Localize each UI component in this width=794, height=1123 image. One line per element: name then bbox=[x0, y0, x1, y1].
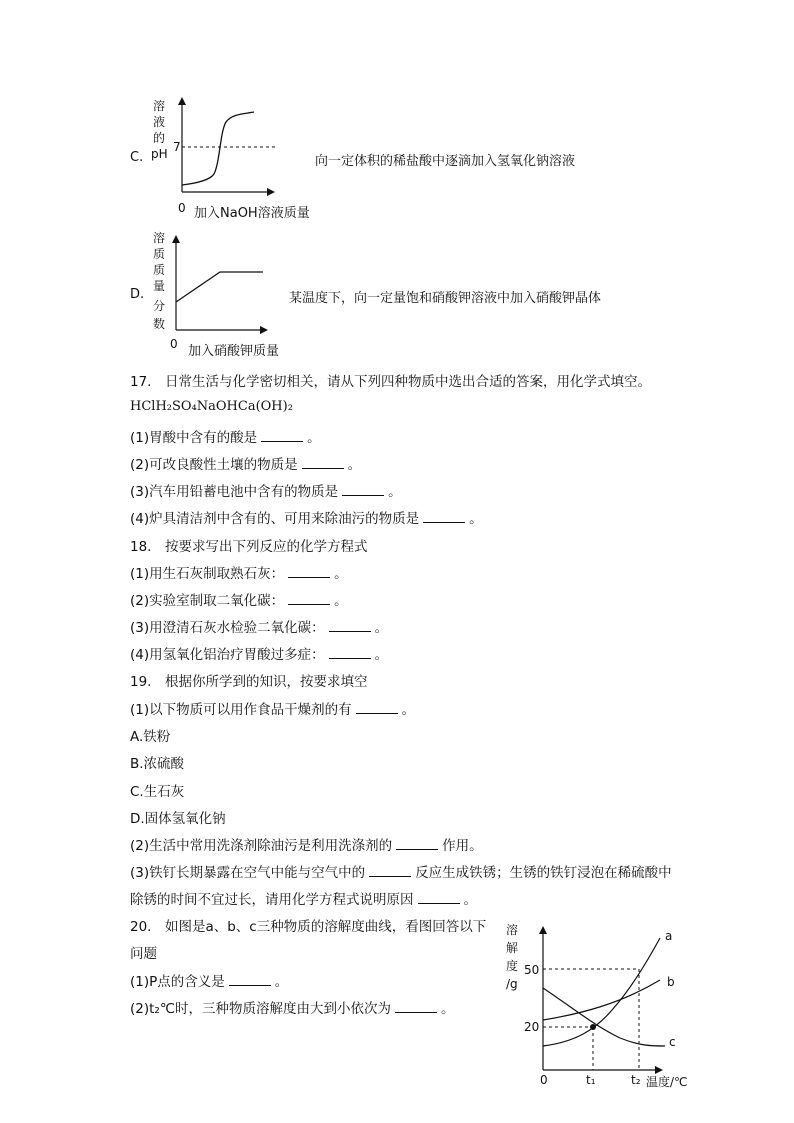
sol-xlabel: 温度/℃ bbox=[646, 1075, 688, 1089]
q17-stem: 17. 日常生活与化学密切相关，请从下列四种物质中选出合适的答案，用化学式填空。 bbox=[130, 374, 651, 390]
d-ylabel-1: 溶 bbox=[153, 231, 166, 245]
curve-a bbox=[543, 938, 660, 1046]
q18-item-3: (3)用澄清石灰水检验二氧化碳： 。 bbox=[130, 620, 389, 636]
q20-stem: 20. 如图是a、b、c三种物质的溶解度曲线，看图回答以下 bbox=[130, 919, 487, 935]
d-ylabel-5: 分 bbox=[153, 299, 166, 313]
answer-blank[interactable] bbox=[418, 892, 460, 904]
answer-blank[interactable] bbox=[342, 484, 384, 496]
q17-item-3: (3)汽车用铅蓄电池中含有的物质是 。 bbox=[130, 484, 402, 500]
answer-blank[interactable] bbox=[329, 647, 371, 659]
q19-option-a: A.铁粉 bbox=[130, 729, 171, 745]
sol-tick-50: 50 bbox=[524, 963, 540, 977]
sol-tick-20: 20 bbox=[524, 1020, 540, 1034]
q19-part-3: (3)铁钉长期暴露在空气中能与空气中的 反应生成铁锈；生锈的铁钉浸泡在稀硫酸中 bbox=[130, 865, 672, 881]
answer-blank[interactable] bbox=[356, 702, 398, 714]
answer-blank[interactable] bbox=[288, 593, 330, 605]
answer-blank[interactable] bbox=[261, 430, 303, 442]
c-tick-7: 7 bbox=[173, 140, 181, 154]
option-d-description: 某温度下，向一定量饱和硝酸钾溶液中加入硝酸钾晶体 bbox=[289, 291, 602, 306]
q19-part-3b: 除锈的时间不宜过长，请用化学方程式说明原因 。 bbox=[130, 892, 477, 908]
q20-part-2: (2)t₂℃时，三种物质溶解度由大到小依次为 。 bbox=[130, 1001, 455, 1017]
sol-ylabel-3: 度 bbox=[506, 959, 519, 973]
option-c-letter: C. bbox=[130, 150, 144, 165]
d-ylabel-6: 数 bbox=[153, 317, 166, 331]
answer-blank[interactable] bbox=[395, 1001, 437, 1013]
answer-blank[interactable] bbox=[329, 620, 371, 632]
q19-part-1: (1)以下物质可以用作食品干燥剂的有 。 bbox=[130, 702, 416, 718]
c-ylabel-1: 溶 bbox=[153, 99, 166, 113]
c-origin: 0 bbox=[178, 201, 186, 215]
c-ylabel-4: pH bbox=[151, 147, 168, 161]
sol-ylabel-4: /g bbox=[506, 977, 518, 991]
q20-stem-cont: 问题 bbox=[130, 946, 157, 962]
q19-option-b: B.浓硫酸 bbox=[130, 756, 185, 772]
option-d-letter: D. bbox=[130, 287, 145, 302]
q17-item-4: (4)炉具清洁剂中含有的、可用来除油污的物质是 。 bbox=[130, 511, 483, 527]
answer-blank[interactable] bbox=[229, 974, 271, 986]
d-origin: 0 bbox=[170, 337, 178, 351]
answer-blank[interactable] bbox=[396, 838, 438, 850]
solubility-graph bbox=[500, 918, 700, 1096]
q19-stem: 19. 根据你所学到的知识，按要求填空 bbox=[130, 674, 368, 690]
d-ylabel-3: 质 bbox=[153, 263, 166, 277]
curve-b-label: b bbox=[667, 975, 675, 989]
sol-t2: t₂ bbox=[631, 1073, 641, 1087]
curve-a-label: a bbox=[665, 929, 673, 943]
c-ylabel-2: 液 bbox=[153, 115, 166, 129]
option-c-xlabel: 加入NaOH溶液质量 bbox=[194, 206, 310, 221]
q17-item-1: (1)胃酸中含有的酸是 。 bbox=[130, 430, 321, 446]
q19-option-c: C.生石灰 bbox=[130, 784, 185, 800]
answer-blank[interactable] bbox=[302, 457, 344, 469]
curve-c-label: c bbox=[669, 1035, 676, 1049]
answer-blank[interactable] bbox=[423, 511, 465, 523]
q18-item-1: (1)用生石灰制取熟石灰： 。 bbox=[130, 566, 348, 582]
d-ylabel-2: 质 bbox=[153, 247, 166, 261]
q19-option-d: D.固体氢氧化钠 bbox=[130, 811, 226, 827]
point-p bbox=[590, 1024, 596, 1030]
answer-blank[interactable] bbox=[369, 865, 411, 877]
sol-ylabel-1: 溶 bbox=[506, 923, 519, 937]
q20-part-1: (1)P点的含义是 。 bbox=[130, 974, 289, 990]
option-d-graph bbox=[148, 228, 288, 358]
q17-item-2: (2)可改良酸性土壤的物质是 。 bbox=[130, 457, 362, 473]
option-d-xlabel: 加入硝酸钾质量 bbox=[188, 344, 280, 359]
option-c-description: 向一定体积的稀盐酸中逐滴加入氢氧化钠溶液 bbox=[315, 154, 576, 169]
d-ylabel-4: 量 bbox=[153, 279, 166, 293]
q18-item-2: (2)实验室制取二氧化碳： 。 bbox=[130, 593, 348, 609]
sol-origin: 0 bbox=[540, 1073, 548, 1087]
q17-substances: HClH₂SO₄NaOHCa(OH)₂ bbox=[130, 399, 293, 414]
sol-t1: t₁ bbox=[586, 1073, 596, 1087]
c-ylabel-3: 的 bbox=[153, 131, 166, 145]
answer-blank[interactable] bbox=[288, 566, 330, 578]
q18-stem: 18. 按要求写出下列反应的化学方程式 bbox=[130, 539, 368, 555]
sol-ylabel-2: 解 bbox=[506, 941, 519, 955]
q19-part-2: (2)生活中常用洗涤剂除油污是利用洗涤剂的 作用。 bbox=[130, 838, 483, 854]
q18-item-4: (4)用氢氧化铝治疗胃酸过多症： 。 bbox=[130, 647, 389, 663]
